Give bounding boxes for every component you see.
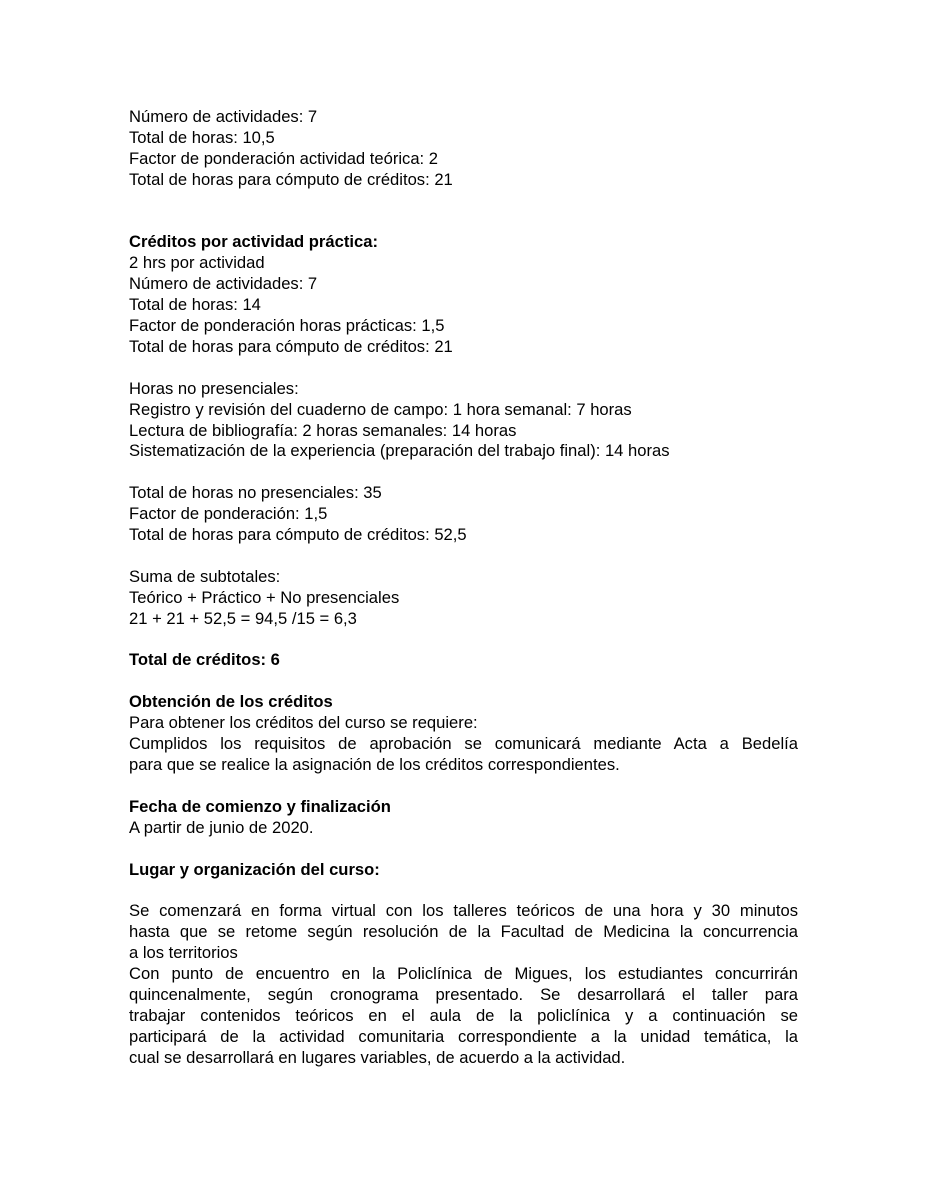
text-line: Registro y revisión del cuaderno de campo: 1 hora semanal: 7 horas — [129, 399, 632, 419]
text-line: Factor de ponderación: 1,5 — [129, 504, 328, 524]
text-line: 21 + 21 + 52,5 = 94,5 /15 = 6,3 — [129, 608, 357, 628]
text-line: 2 hrs por actividad — [129, 253, 265, 273]
teorica-summary — [129, 107, 798, 191]
text-line: Sistematización de la experiencia (preparación del trabajo final): 14 horas — [129, 441, 670, 461]
total-creditos: Total de créditos: 6 — [129, 650, 280, 670]
text-line: Total de horas: 10,5 — [129, 127, 275, 147]
text-line: Número de actividades: 7 — [129, 274, 318, 294]
fecha-section — [129, 797, 798, 839]
section-heading: Obtención de los créditos — [129, 692, 333, 712]
text-line: Lectura de bibliografía: 2 horas semanales: 14 horas — [129, 420, 517, 440]
text-line: Número de actividades: 7 — [129, 107, 318, 126]
paragraph-line: Se comenzará en forma virtual con los talleres teóricos de una hora y 30 minutos — [129, 901, 798, 921]
paragraph-line: hasta que se retome según resolución de la Facultad de Medicina la concurrencia — [129, 922, 798, 942]
paragraph-line: Con punto de encuentro en la Policlínica de Migues, los estudiantes concurrirán — [129, 964, 798, 984]
obtencion-section — [129, 692, 798, 776]
lugar-section — [129, 860, 798, 1069]
text-line: Para obtener los créditos del curso se requiere: — [129, 713, 478, 733]
text-line: Total de horas para cómputo de créditos: 21 — [129, 169, 453, 189]
paragraph-line: trabajar contenidos teóricos en el aula de la policlínica y a continuación se — [129, 1005, 798, 1025]
text-line: Total de horas no presenciales: 35 — [129, 483, 382, 503]
text-line: Suma de subtotales: — [129, 566, 281, 586]
paragraph-line: Cumplidos los requisitos de aprobación se comunicará mediante Acta a Bedelía — [129, 734, 798, 754]
text-line: Total de horas: 14 — [129, 295, 261, 315]
document-body — [129, 107, 798, 1069]
paragraph-line: para que se realice la asignación de los créditos correspondientes. — [129, 755, 620, 774]
text-line: Total de horas para cómputo de créditos: 52,5 — [129, 525, 467, 545]
text-line: Total de horas para cómputo de créditos: 21 — [129, 336, 453, 356]
text-line: A partir de junio de 2020. — [129, 817, 314, 837]
practica-section — [129, 232, 798, 357]
section-heading: Fecha de comienzo y finalización — [129, 796, 391, 816]
suma-section — [129, 567, 798, 630]
text-line: Teórico + Práctico + No presenciales — [129, 587, 400, 607]
paragraph-line: participará de la actividad comunitaria correspondiente a la unidad temática, la — [129, 1026, 798, 1046]
section-heading: Créditos por actividad práctica: — [129, 232, 378, 252]
section-heading: Lugar y organización del curso: — [129, 859, 380, 879]
paragraph-line: quincenalmente, según cronograma presentado. Se desarrollará el taller para — [129, 984, 798, 1004]
paragraph-line: a los territorios — [129, 943, 238, 963]
no-presenciales-section — [129, 379, 798, 546]
text-line: Factor de ponderación actividad teórica: 2 — [129, 148, 439, 168]
text-line: Horas no presenciales: — [129, 378, 299, 398]
paragraph-line: cual se desarrollará en lugares variables, de acuerdo a la actividad. — [129, 1047, 626, 1067]
text-line: Factor de ponderación horas prácticas: 1,5 — [129, 316, 445, 336]
